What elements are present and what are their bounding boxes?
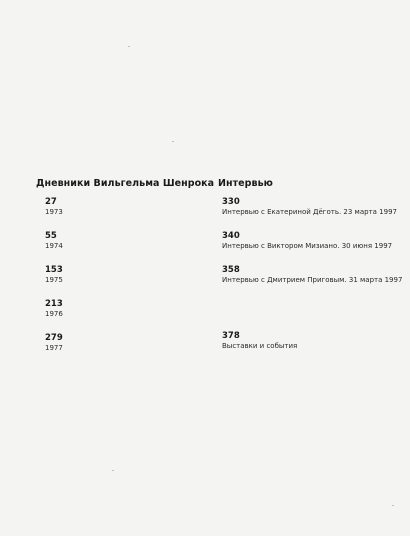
page-number: 378	[222, 331, 240, 341]
toc-entry[interactable]	[45, 265, 206, 299]
toc-entry[interactable]	[45, 197, 206, 231]
toc-entry[interactable]	[222, 265, 403, 299]
toc-entry[interactable]	[45, 231, 206, 265]
entry-label: 1977	[45, 344, 63, 352]
page-number: 330	[222, 197, 240, 207]
interviews-section	[218, 178, 403, 365]
page-number: 55	[45, 231, 57, 241]
entry-label: Интервью с Дмитрием Приговым. 31 марта 1997	[222, 276, 403, 284]
paper-speck	[112, 470, 114, 471]
paper-speck	[392, 505, 394, 506]
page-number: 153	[45, 265, 63, 275]
paper-speck	[128, 46, 130, 47]
section-title-diaries: Дневники Вильгельма Шенрока	[36, 178, 215, 189]
toc-entry[interactable]	[45, 299, 206, 333]
toc-entry[interactable]	[222, 331, 398, 365]
paper-speck	[172, 141, 174, 142]
page-number: 213	[45, 299, 63, 309]
entry-label: 1975	[45, 276, 63, 284]
entry-label: Интервью с Екатериной Дёготь. 23 марта 1997	[222, 208, 397, 216]
toc-entry[interactable]	[222, 197, 398, 231]
entry-label: 1974	[45, 242, 63, 250]
interviews-entries	[218, 197, 403, 365]
entry-label: Выставки и события	[222, 342, 298, 350]
diaries-section	[36, 178, 215, 367]
entry-label: Интервью с Виктором Мизиано. 30 июня 1997	[222, 242, 393, 250]
entry-label: 1973	[45, 208, 63, 216]
toc-entry[interactable]	[45, 333, 206, 367]
section-title-interviews: Интервью	[218, 178, 273, 189]
page-number: 340	[222, 231, 240, 241]
diaries-entries	[36, 197, 206, 367]
page-number: 358	[222, 265, 240, 275]
page-number: 279	[45, 333, 63, 343]
page-number: 27	[45, 197, 57, 207]
toc-entry[interactable]	[222, 231, 398, 265]
entry-label: 1976	[45, 310, 63, 318]
